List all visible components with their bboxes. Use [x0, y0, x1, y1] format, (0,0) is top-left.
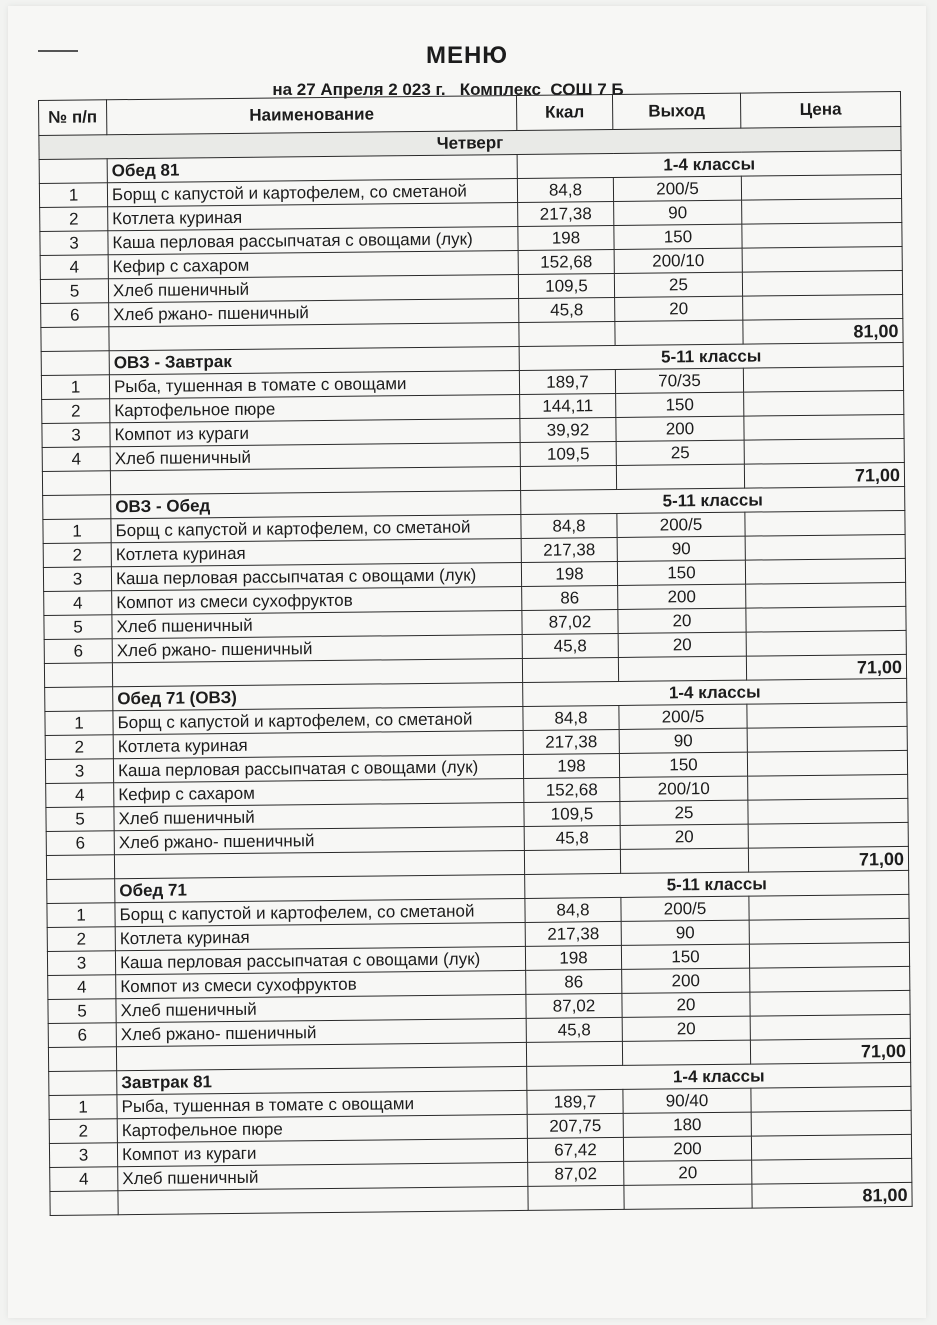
item-price — [745, 558, 905, 584]
item-output: 20 — [622, 1016, 750, 1041]
item-price — [744, 438, 904, 464]
item-output: 20 — [620, 824, 748, 849]
item-price — [742, 246, 902, 272]
item-output: 200/10 — [614, 248, 742, 273]
total-kcal-blank — [524, 849, 620, 874]
item-kcal: 152,68 — [518, 249, 614, 274]
item-number: 1 — [41, 375, 109, 400]
item-kcal: 45,8 — [519, 297, 615, 322]
section-name: Обед 71 (ОВЗ) — [113, 682, 523, 710]
item-output: 200/5 — [613, 176, 741, 201]
item-price — [750, 966, 910, 992]
section-name: ОВЗ - Завтрак — [109, 346, 519, 374]
header-kcal: Ккал — [516, 94, 612, 130]
day-label: Четверг — [39, 126, 901, 159]
section-grade: 1-4 классы — [517, 150, 901, 178]
total-output-blank — [616, 464, 744, 489]
section-num-blank — [45, 687, 113, 712]
item-name: Компот из смеси сухофруктов — [116, 970, 526, 998]
section-grade: 1-4 классы — [527, 1062, 911, 1090]
item-number: 2 — [45, 735, 113, 760]
total-num-blank — [44, 663, 112, 688]
item-price — [743, 294, 903, 320]
item-price — [749, 918, 909, 944]
item-kcal: 189,7 — [519, 369, 615, 394]
section-num-blank — [49, 1071, 117, 1096]
item-kcal: 45,8 — [522, 633, 618, 658]
item-number: 6 — [41, 303, 109, 328]
item-number: 1 — [45, 711, 113, 736]
item-price — [746, 606, 906, 632]
item-output: 200 — [622, 968, 750, 993]
item-name: Рыба, тушенная в томате с овощами — [109, 370, 519, 398]
item-number: 3 — [49, 1143, 117, 1168]
item-number: 5 — [40, 279, 108, 304]
item-number: 3 — [45, 759, 113, 784]
item-kcal: 109,5 — [520, 441, 616, 466]
item-number: 4 — [48, 975, 116, 1000]
section-num-blank — [39, 159, 107, 184]
item-kcal: 217,38 — [523, 729, 619, 754]
item-kcal: 198 — [518, 225, 614, 250]
item-output: 20 — [618, 608, 746, 633]
item-price — [743, 366, 903, 392]
item-number: 6 — [46, 831, 114, 856]
document-subtitle: на 27 Апреля 2 023 г. Комплекс СОШ 7 Б — [272, 80, 624, 99]
item-kcal: 198 — [521, 561, 617, 586]
item-number: 5 — [44, 615, 112, 640]
item-kcal: 84,8 — [525, 897, 621, 922]
section-total-price: 71,00 — [746, 654, 906, 680]
item-name: Компот из кураги — [117, 1138, 527, 1166]
item-output: 20 — [618, 632, 746, 657]
item-number: 1 — [47, 903, 115, 928]
item-kcal: 217,38 — [518, 201, 614, 226]
item-output: 90 — [614, 200, 742, 225]
item-output: 25 — [620, 800, 748, 825]
item-kcal: 198 — [525, 945, 621, 970]
total-output-blank — [624, 1184, 752, 1209]
total-output-blank — [620, 848, 748, 873]
item-number: 4 — [42, 447, 110, 472]
item-number: 5 — [46, 807, 114, 832]
item-price — [751, 1110, 911, 1136]
item-name: Картофельное пюре — [117, 1114, 527, 1142]
item-price — [745, 510, 905, 536]
item-name: Хлеб ржано- пшеничный — [116, 1018, 526, 1046]
item-output: 25 — [614, 272, 742, 297]
item-kcal: 86 — [522, 585, 618, 610]
item-output: 90 — [621, 920, 749, 945]
item-price — [748, 774, 908, 800]
section-name: ОВЗ - Обед — [111, 490, 521, 518]
section-num-blank — [41, 351, 109, 376]
item-name: Каша перловая рассыпчатая с овощами (лук) — [108, 226, 518, 254]
item-output: 70/35 — [615, 368, 743, 393]
item-price — [747, 702, 907, 728]
total-kcal-blank — [520, 465, 616, 490]
item-kcal: 189,7 — [527, 1089, 623, 1114]
item-price — [751, 1086, 911, 1112]
item-kcal: 217,38 — [525, 921, 621, 946]
section-total-price: 71,00 — [744, 462, 904, 488]
item-number: 1 — [39, 183, 107, 208]
item-kcal: 207,75 — [527, 1113, 623, 1138]
menu-body — [39, 126, 912, 1215]
section-grade: 5-11 классы — [521, 486, 905, 514]
item-name: Кефир с сахаром — [114, 778, 524, 806]
item-number: 1 — [43, 519, 111, 544]
total-output-blank — [622, 1040, 750, 1065]
item-number: 4 — [44, 591, 112, 616]
item-price — [746, 582, 906, 608]
menu-table — [38, 91, 913, 1216]
section-name: Завтрак 81 — [117, 1066, 527, 1094]
item-output: 20 — [615, 296, 743, 321]
item-price — [744, 414, 904, 440]
item-name: Хлеб пшеничный — [114, 802, 524, 830]
item-output: 20 — [624, 1160, 752, 1185]
item-kcal: 45,8 — [526, 1017, 622, 1042]
menu-sheet — [8, 6, 926, 1318]
item-kcal: 109,5 — [524, 801, 620, 826]
item-number: 4 — [40, 255, 108, 280]
document-title: МЕНЮ — [425, 42, 509, 69]
section-total-price: 81,00 — [752, 1182, 912, 1208]
item-name: Борщ с капустой и картофелем, со сметаной — [113, 706, 523, 734]
item-price — [749, 942, 909, 968]
item-price — [752, 1158, 912, 1184]
item-number: 4 — [46, 783, 114, 808]
item-output: 150 — [614, 224, 742, 249]
item-number: 6 — [48, 1023, 116, 1048]
item-kcal: 39,92 — [520, 417, 616, 442]
item-name: Борщ с капустой и картофелем, со сметаной — [115, 898, 525, 926]
item-number: 2 — [43, 543, 111, 568]
total-num-blank — [50, 1191, 118, 1216]
item-name: Кефир с сахаром — [108, 250, 518, 278]
item-name: Хлеб ржано- пшеничный — [112, 634, 522, 662]
item-number: 2 — [47, 927, 115, 952]
item-price — [748, 822, 908, 848]
total-kcal-blank — [522, 657, 618, 682]
item-name: Хлеб ржано- пшеничный — [109, 298, 519, 326]
item-number: 3 — [42, 423, 110, 448]
total-name-blank — [118, 1186, 528, 1214]
total-num-blank — [41, 327, 109, 352]
item-price — [742, 270, 902, 296]
item-name: Котлета куриная — [115, 922, 525, 950]
item-output: 25 — [616, 440, 744, 465]
item-price — [747, 726, 907, 752]
total-num-blank — [46, 855, 114, 880]
item-kcal: 67,42 — [527, 1137, 623, 1162]
section-grade: 1-4 классы — [523, 678, 907, 706]
item-output: 200 — [616, 416, 744, 441]
total-kcal-blank — [528, 1185, 624, 1210]
item-output: 150 — [621, 944, 749, 969]
item-name: Компот из смеси сухофруктов — [112, 586, 522, 614]
item-name: Хлеб пшеничный — [116, 994, 526, 1022]
item-number: 2 — [40, 207, 108, 232]
item-output: 180 — [623, 1112, 751, 1137]
item-output: 90/40 — [623, 1088, 751, 1113]
item-price — [749, 894, 909, 920]
section-name: Обед 81 — [107, 154, 517, 182]
item-kcal: 198 — [523, 753, 619, 778]
item-output: 20 — [622, 992, 750, 1017]
header-output: Выход — [612, 93, 740, 129]
item-kcal: 84,8 — [517, 177, 613, 202]
item-price — [750, 1014, 910, 1040]
item-name: Хлеб пшеничный — [110, 442, 520, 470]
item-name: Каша перловая рассыпчатая с овощами (лук) — [115, 946, 525, 974]
item-output: 200 — [618, 584, 746, 609]
item-kcal: 217,38 — [521, 537, 617, 562]
item-number: 3 — [40, 231, 108, 256]
total-output-blank — [615, 320, 743, 345]
header-num: № п/п — [39, 100, 107, 136]
item-price — [741, 174, 901, 200]
item-kcal: 84,8 — [523, 705, 619, 730]
item-name: Котлета куриная — [111, 538, 521, 566]
item-name: Картофельное пюре — [110, 394, 520, 422]
item-output: 200/10 — [620, 776, 748, 801]
item-price — [747, 750, 907, 776]
section-total-price: 71,00 — [750, 1038, 910, 1064]
item-name: Хлеб пшеничный — [112, 610, 522, 638]
item-name: Хлеб ржано- пшеничный — [114, 826, 524, 854]
section-num-blank — [43, 495, 111, 520]
item-number: 3 — [43, 567, 111, 592]
item-price — [750, 990, 910, 1016]
item-name: Борщ с капустой и картофелем, со сметаной — [111, 514, 521, 542]
item-name: Рыба, тушенная в томате с овощами — [117, 1090, 527, 1118]
item-kcal: 86 — [526, 969, 622, 994]
item-kcal: 144,11 — [520, 393, 616, 418]
item-name: Каша перловая рассыпчатая с овощами (лук) — [113, 754, 523, 782]
item-output: 200/5 — [621, 896, 749, 921]
item-number: 6 — [44, 639, 112, 664]
item-number: 4 — [50, 1167, 118, 1192]
item-kcal: 45,8 — [524, 825, 620, 850]
item-number: 2 — [49, 1119, 117, 1144]
item-price — [751, 1134, 911, 1160]
item-name: Котлета куриная — [113, 730, 523, 758]
item-output: 200/5 — [619, 704, 747, 729]
section-total-price: 81,00 — [743, 318, 903, 344]
item-name: Хлеб пшеничный — [108, 274, 518, 302]
item-number: 1 — [49, 1095, 117, 1120]
total-num-blank — [42, 471, 110, 496]
item-kcal: 87,02 — [528, 1161, 624, 1186]
item-price — [744, 390, 904, 416]
header-name: Наименование — [107, 95, 517, 134]
item-kcal: 84,8 — [521, 513, 617, 538]
total-output-blank — [618, 656, 746, 681]
item-output: 90 — [617, 536, 745, 561]
item-kcal: 87,02 — [526, 993, 622, 1018]
item-number: 2 — [42, 399, 110, 424]
item-kcal: 109,5 — [518, 273, 614, 298]
item-price — [742, 222, 902, 248]
item-kcal: 87,02 — [522, 609, 618, 634]
item-name: Хлеб пшеничный — [118, 1162, 528, 1190]
section-grade: 5-11 классы — [519, 342, 903, 370]
item-price — [742, 198, 902, 224]
item-price — [746, 630, 906, 656]
item-name: Борщ с капустой и картофелем, со сметаной — [107, 178, 517, 206]
item-name: Котлета куриная — [108, 202, 518, 230]
section-grade: 5-11 классы — [525, 870, 909, 898]
item-output: 200 — [623, 1136, 751, 1161]
header-price: Цена — [740, 91, 900, 128]
item-output: 150 — [617, 560, 745, 585]
item-name: Каша перловая рассыпчатая с овощами (лук) — [111, 562, 521, 590]
item-price — [748, 798, 908, 824]
item-kcal: 152,68 — [524, 777, 620, 802]
section-name: Обед 71 — [115, 874, 525, 902]
item-number: 3 — [47, 951, 115, 976]
total-kcal-blank — [526, 1041, 622, 1066]
total-num-blank — [48, 1047, 116, 1072]
section-num-blank — [47, 879, 115, 904]
item-number: 5 — [48, 999, 116, 1024]
total-kcal-blank — [519, 321, 615, 346]
item-output: 150 — [616, 392, 744, 417]
item-output: 90 — [619, 728, 747, 753]
section-total-price: 71,00 — [748, 846, 908, 872]
item-output: 150 — [619, 752, 747, 777]
item-name: Компот из кураги — [110, 418, 520, 446]
item-output: 200/5 — [617, 512, 745, 537]
item-price — [745, 534, 905, 560]
